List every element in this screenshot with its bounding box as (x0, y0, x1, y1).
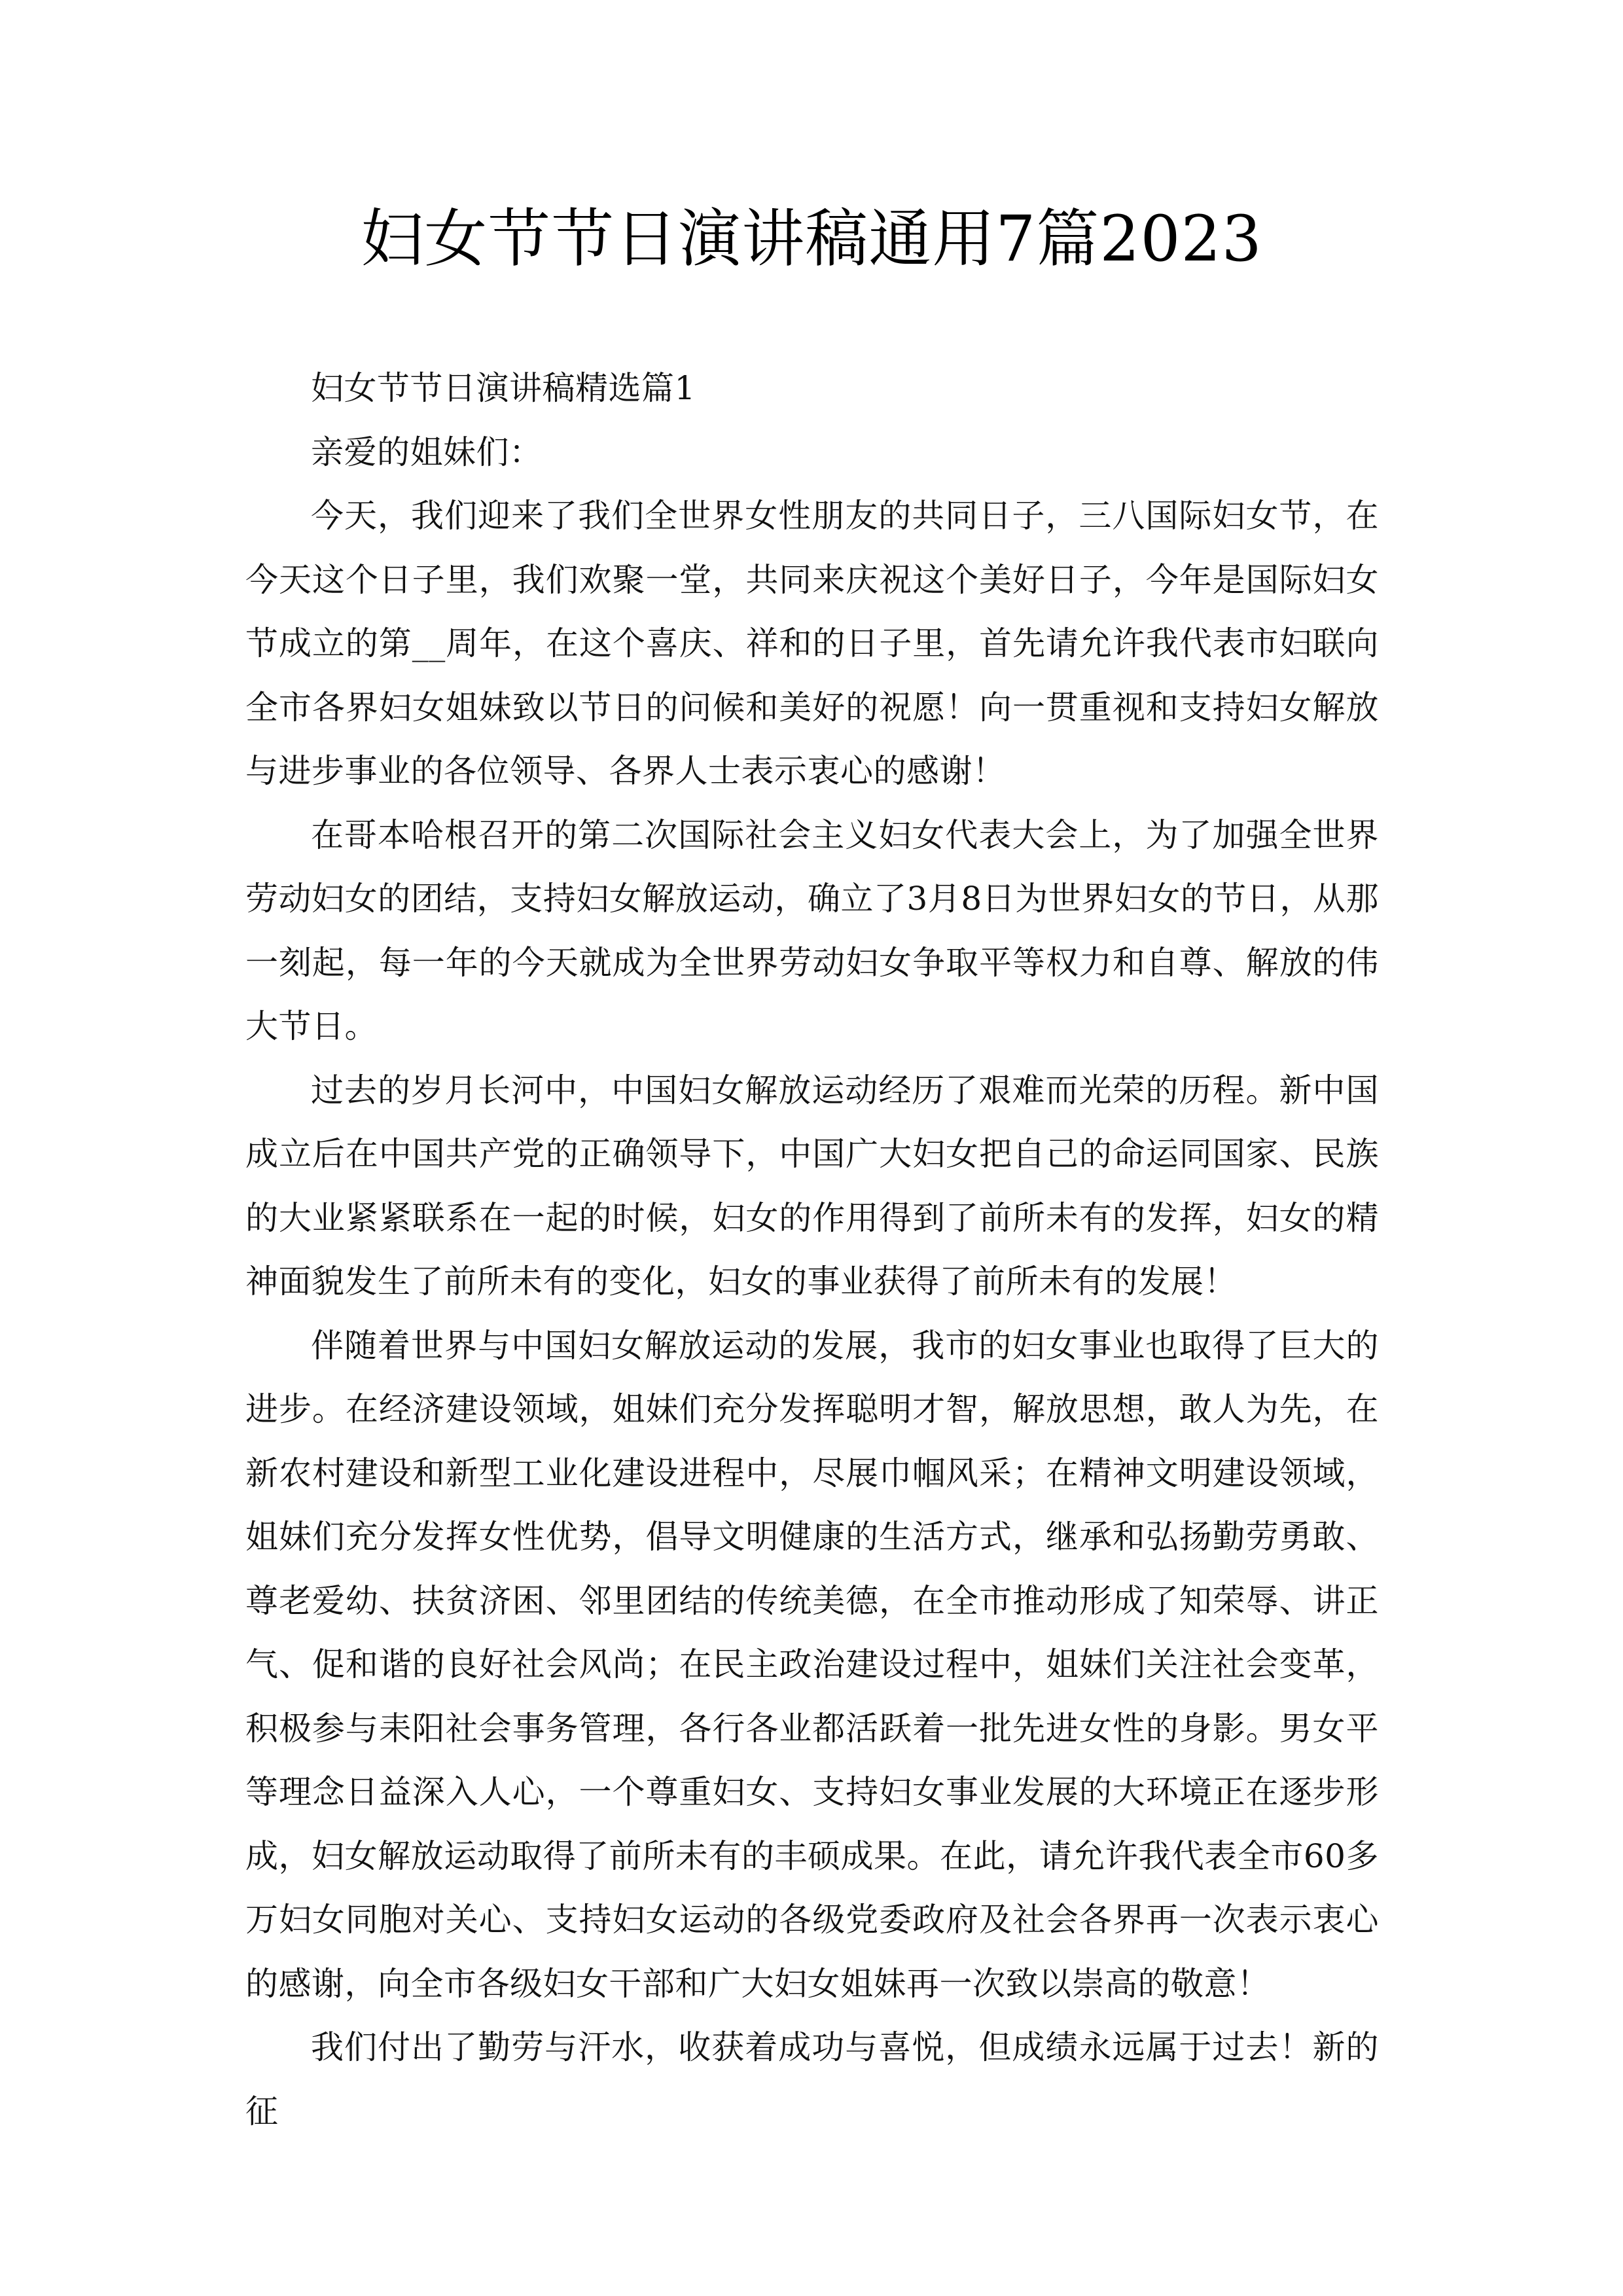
document-body (245, 357, 1379, 2144)
paragraph: 今天，我们迎来了我们全世界女性朋友的共同日子，三八国际妇女节，在今天这个日子里，我们欢聚一堂，共同来庆祝这个美好日子，今年是国际妇女节成立的第__周年，在这个喜庆、祥和的日子里，首先请允许我代表市妇联向全市各界妇女姐妹致以节日的问候和美好的祝愿！向一贯重视和支持妇女解放与进步事业的各位领导、各界人士表示衷心的感谢！ (245, 497, 1379, 790)
paragraph: 我们付出了勤劳与汗水，收获着成功与喜悦，但成绩永远属于过去！新的征 (245, 2028, 1379, 2130)
paragraph: 伴随着世界与中国妇女解放运动的发展，我市的妇女事业也取得了巨大的进步。在经济建设领域，姐妹们充分发挥聪明才智，解放思想，敢人为先，在新农村建设和新型工业化建设进程中，尽展巾帼风采；在精神文明建设领域，姐妹们充分发挥女性优势，倡导文明健康的生活方式，继承和弘扬勤劳勇敢、尊老爱幼、扶贫济困、邻里团结的传统美德，在全市推动形成了知荣辱、讲正气、促和谐的良好社会风尚；在民主政治建设过程中，姐妹们关注社会变革，积极参与耒阳社会事务管理，各行各业都活跃着一批先进女性的身影。男女平等理念日益深入人心，一个尊重妇女、支持妇女事业发展的大环境正在逐步形成，妇女解放运动取得了前所未有的丰硕成果。在此，请允许我代表全市60多万妇女同胞对关心、支持妇女运动的各级党委政府及社会各界再一次表示衷心的感谢，向全市各级妇女干部和广大妇女姐妹再一次致以崇高的敬意！ (245, 1326, 1379, 2003)
salutation: 亲爱的姐妹们： (311, 433, 543, 471)
document-title: 妇女节节日演讲稿通用7篇2023 (361, 202, 1262, 276)
section-heading: 妇女节节日演讲稿精选篇1 (311, 369, 696, 407)
paragraph: 过去的岁月长河中，中国妇女解放运动经历了艰难而光荣的历程。新中国成立后在中国共产党的正确领导下，中国广大妇女把自己的命运同国家、民族的大业紧紧联系在一起的时候，妇女的作用得到了前所未有的发挥，妇女的精神面貌发生了前所未有的变化，妇女的事业获得了前所未有的发展！ (245, 1071, 1379, 1300)
paragraph: 在哥本哈根召开的第二次国际社会主义妇女代表大会上，为了加强全世界劳动妇女的团结，支持妇女解放运动，确立了3月8日为世界妇女的节日，从那一刻起，每一年的今天就成为全世界劳动妇女争取平等权力和自尊、解放的伟大节日。 (245, 816, 1379, 1045)
